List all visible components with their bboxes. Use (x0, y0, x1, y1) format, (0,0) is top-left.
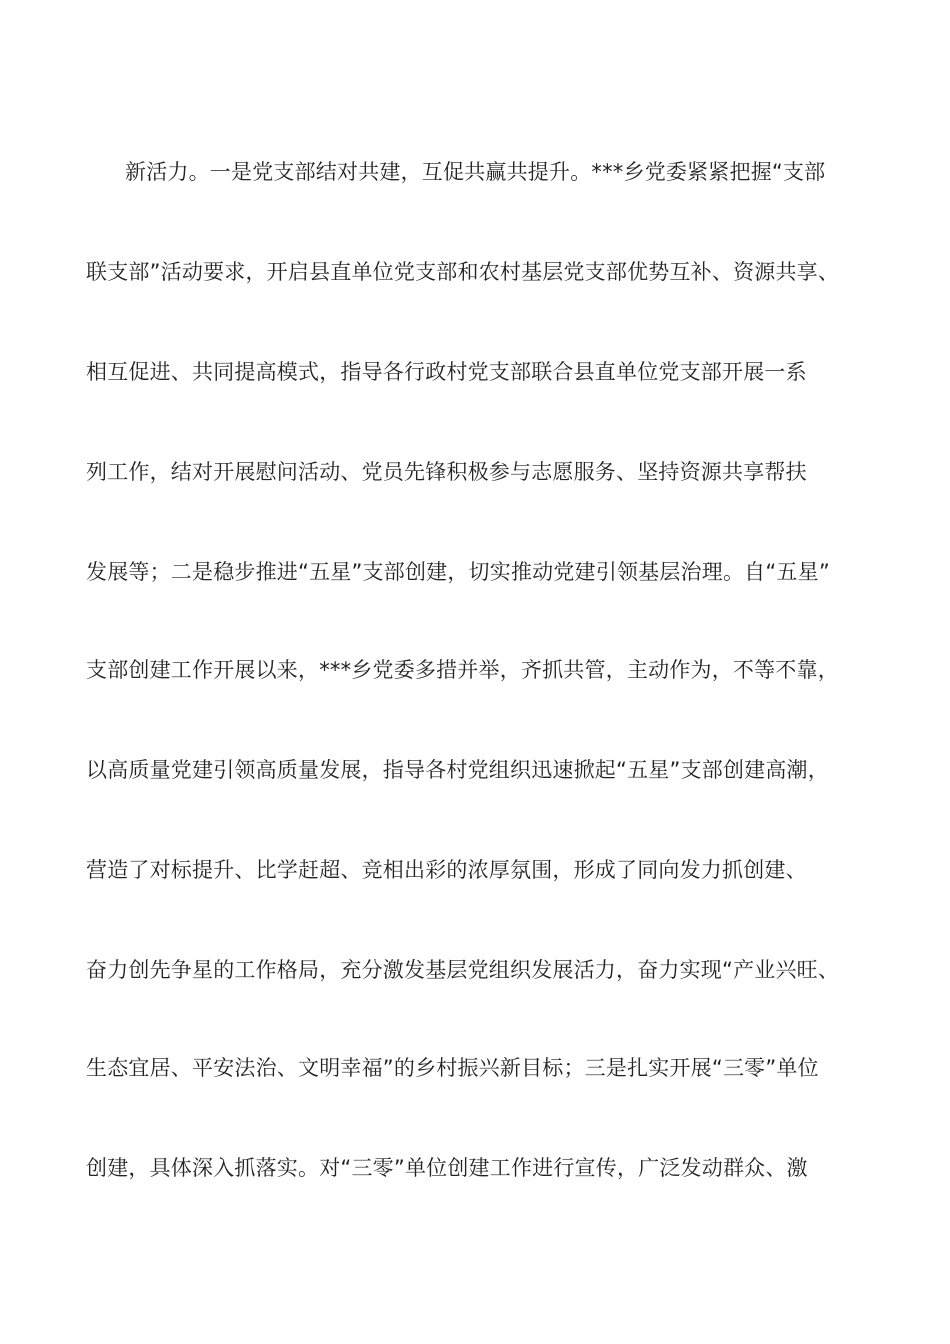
text-line-8: 营造了对标提升、比学赶超、竞相出彩的浓厚氛围，形成了同向发力抓创建、 (86, 858, 807, 882)
text-line-6: 支部创建工作开展以来，***乡党委多措并举，齐抓共管，主动作为，不等不靠， (86, 658, 839, 682)
text-line-11: 创建，具体深入抓落实。对“三零”单位创建工作进行宣传，广泛发动群众、激 (86, 1156, 808, 1180)
text-line-10: 生态宜居、平安法治、文明幸福”的乡村振兴新目标；三是扎实开展“三零”单位 (86, 1056, 819, 1080)
text-line-7: 以高质量党建引领高质量发展，指导各村党组织迅速掀起“五星”支部创建高潮， (86, 758, 829, 782)
text-line-4: 列工作，结对开展慰问活动、党员先锋积极参与志愿服务、坚持资源共享帮扶 (86, 460, 807, 484)
text-line-5: 发展等；二是稳步推进“五星”支部创建，切实推动党建引领基层治理。自“五星” (86, 560, 830, 584)
text-line-2: 联支部”活动要求，开启县直单位党支部和农村基层党支部优势互补、资源共享、 (86, 260, 840, 284)
text-line-1: 新活力。一是党支部结对共建，互促共赢共提升。***乡党委紧紧把握“支部 (125, 160, 826, 184)
text-line-3: 相互促进、共同提高模式，指导各行政村党支部联合县直单位党支部开展一系 (86, 360, 807, 384)
text-line-9: 奋力创先争星的工作格局，充分激发基层党组织发展活力，奋力实现“产业兴旺、 (86, 958, 840, 982)
